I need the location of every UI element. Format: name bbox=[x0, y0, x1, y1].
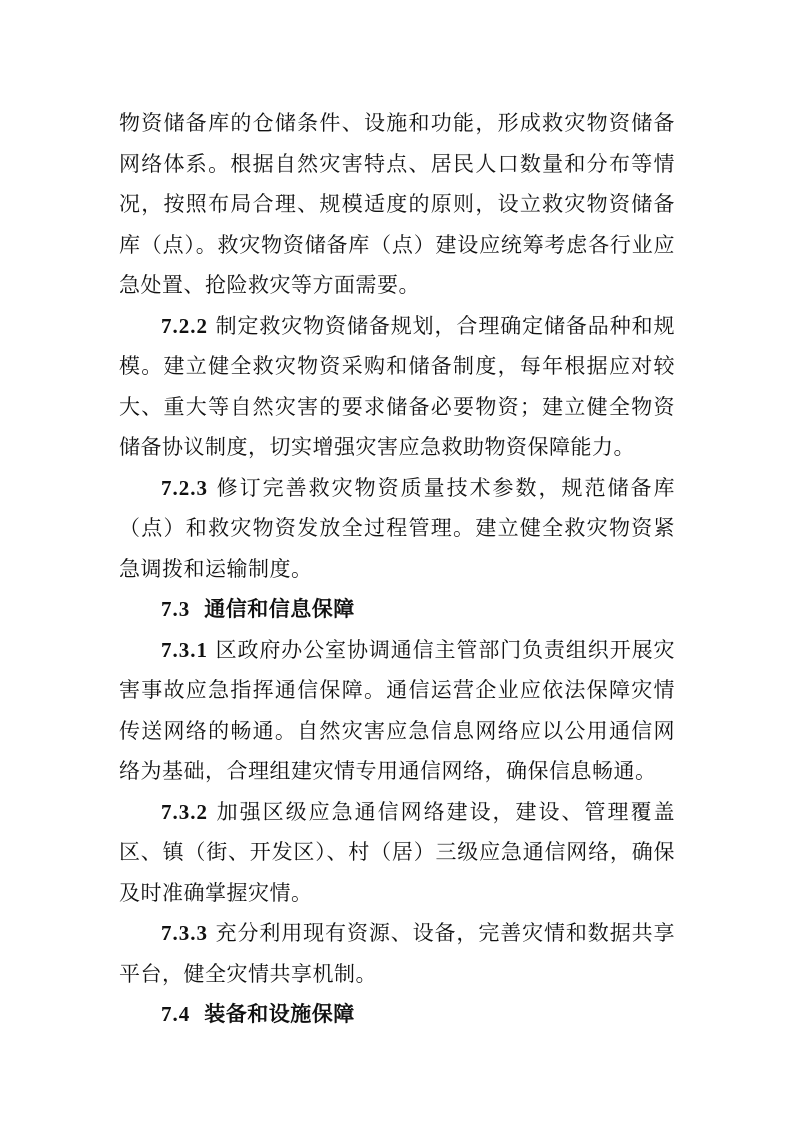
section-number: 7.4 bbox=[161, 1002, 191, 1026]
section-title: 通信和信息保障 bbox=[204, 596, 355, 621]
clause-7-2-2 bbox=[119, 306, 675, 468]
clause-number: 7.3.3 bbox=[161, 921, 208, 945]
clause-7-2-3 bbox=[119, 468, 675, 590]
clause-7-3-2 bbox=[119, 792, 675, 914]
paragraph-intro bbox=[119, 103, 675, 306]
clause-7-3-1 bbox=[119, 630, 675, 792]
clause-number: 7.2.3 bbox=[161, 475, 208, 500]
clause-number: 7.2.2 bbox=[161, 313, 208, 338]
clause-text: 充分利用现有资源、设备，完善灾情和数据共享平台，健全灾情共享机制。 bbox=[119, 921, 675, 986]
clause-7-3-3 bbox=[119, 913, 675, 994]
clause-number: 7.3.1 bbox=[161, 637, 208, 662]
clause-text: 修订完善救灾物资质量技术参数，规范储备库（点）和救灾物资发放全过程管理。建立健全救灾物资紧急调拨和运输制度。 bbox=[119, 475, 675, 581]
document-body bbox=[119, 103, 675, 1035]
clause-text: 区政府办公室协调通信主管部门负责组织开展灾害事故应急指挥通信保障。通信运营企业应依法保障灾情传送网络的畅通。自然灾害应急信息网络应以公用通信网络为基础，合理组建灾情专用通信网络，确保信息畅通。 bbox=[119, 637, 675, 783]
section-number: 7.3 bbox=[161, 597, 191, 621]
section-heading-7-3 bbox=[119, 589, 675, 630]
clause-text: 加强区级应急通信网络建设，建设、管理覆盖区、镇（街、开发区）、村（居）三级应急通信网络，确保及时准确掌握灾情。 bbox=[119, 799, 675, 905]
section-title: 装备和设施保障 bbox=[204, 1001, 355, 1026]
clause-text: 制定救灾物资储备规划，合理确定储备品种和规模。建立健全救灾物资采购和储备制度，每年根据应对较大、重大等自然灾害的要求储备必要物资；建立健全物资储备协议制度，切实增强灾害应急救助物资保障能力。 bbox=[119, 313, 675, 459]
paragraph-text: 物资储备库的仓储条件、设施和功能，形成救灾物资储备网络体系。根据自然灾害特点、居民人口数量和分布等情况，按照布局合理、规模适度的原则，设立救灾物资储备库（点）。救灾物资储备库（点）建设应统筹考虑各行业应急处置、抢险救灾等方面需要。 bbox=[119, 111, 675, 297]
section-heading-7-4 bbox=[119, 994, 675, 1035]
clause-number: 7.3.2 bbox=[161, 799, 208, 824]
